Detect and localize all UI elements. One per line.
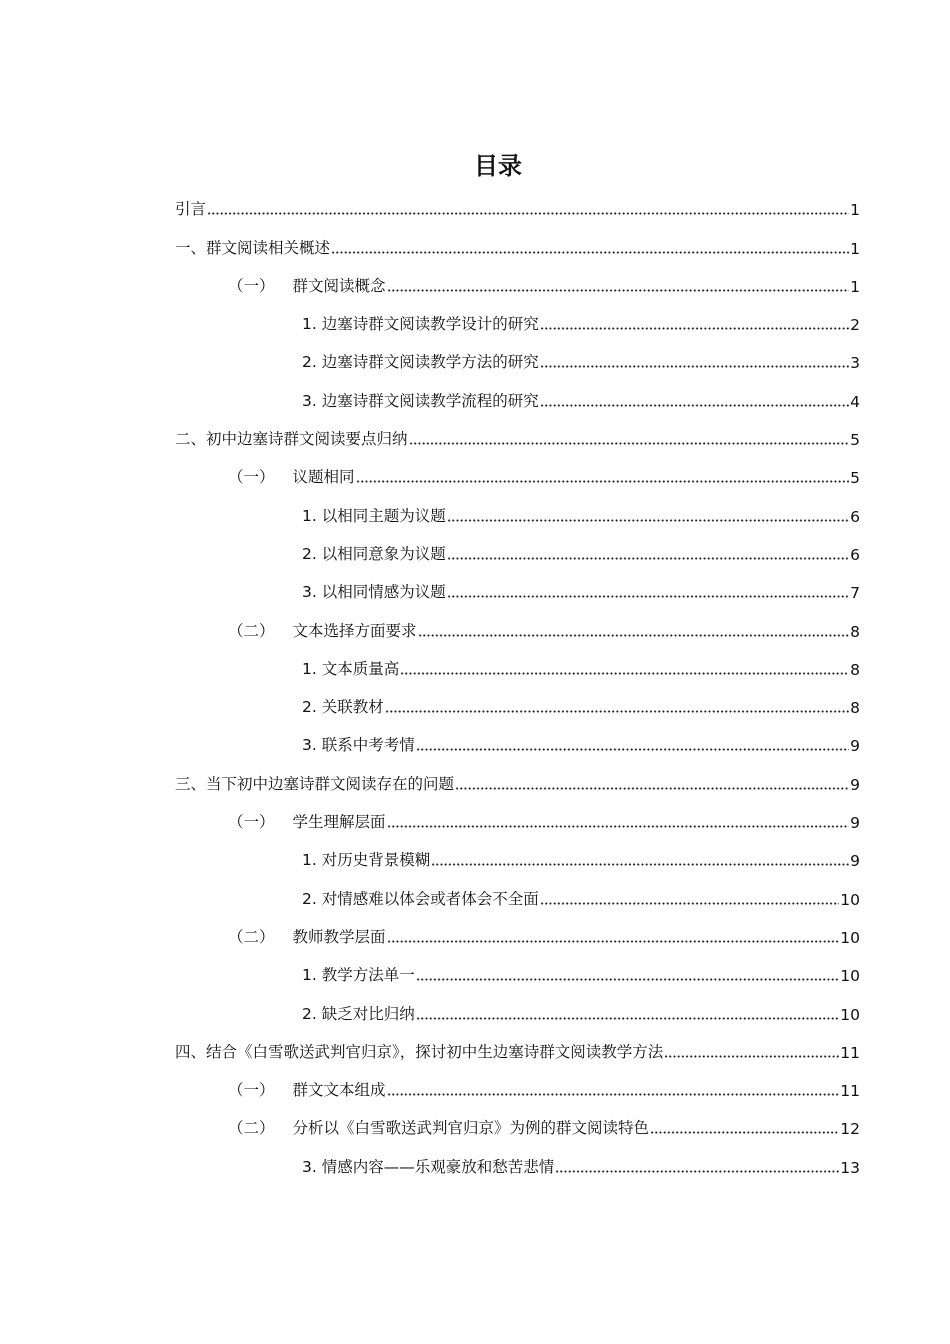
toc-entry-label: 1. 边塞诗群文阅读教学设计的研究 [302,315,539,334]
dot-leader [540,327,849,330]
toc-entry[interactable] [175,1102,860,1140]
dot-leader [409,442,850,445]
dot-leader [650,1131,839,1134]
toc-entry-number: （一） [228,276,275,295]
dot-leader [356,480,850,483]
toc-entry[interactable] [175,1064,860,1102]
toc-entry[interactable] [175,183,860,221]
toc-entry-label: 引言 [175,200,207,219]
toc-entry-label: 2. 关联教材 [302,698,384,717]
toc-entry-label: 3. 边塞诗群文阅读教学流程的研究 [302,391,539,410]
toc-entry-page: 5 [850,431,860,450]
toc-entry-label: 3. 联系中考考情 [302,736,415,755]
toc-entry-page: 10 [840,890,860,909]
toc-entry-label: 二、初中边塞诗群文阅读要点归纳 [175,430,408,449]
toc-entry[interactable] [175,681,860,719]
dot-leader [540,365,849,368]
toc-entry-page: 6 [850,507,860,526]
toc-entry-number: （二） [228,927,275,946]
toc-entry[interactable] [175,719,860,757]
toc-entry-page: 9 [850,814,860,833]
toc-entry-label: 分析以《白雪歌送武判官归京》为例的群文阅读特色 [292,1119,650,1138]
toc-entry[interactable] [175,489,860,527]
toc-entry-number: （二） [228,621,275,640]
toc-entry-label: 1. 对历史背景模糊 [302,851,431,870]
toc-entry[interactable] [175,1026,860,1064]
toc-entry-number: （一） [228,1081,275,1100]
toc-entry-page: 1 [850,277,860,296]
dot-leader [540,902,840,905]
toc-entry-label: 一、群文阅读相关概述 [175,238,331,257]
toc-entry-label: 议题相同 [292,468,355,487]
toc-entry-page: 11 [840,1043,860,1062]
dot-leader [400,672,849,675]
table-of-contents [175,183,860,1179]
dot-leader [431,863,849,866]
dot-leader [416,748,849,751]
toc-entry-label: 3. 以相同情感为议题 [302,583,446,602]
dot-leader [418,634,850,637]
toc-entry-page: 9 [850,852,860,871]
dot-leader [331,251,849,254]
dot-leader [385,710,849,713]
toc-entry-label: 文本选择方面要求 [292,621,417,640]
toc-entry-label: 四、结合《白雪歌送武判官归京》，探讨初中生边塞诗群文阅读教学方法 [175,1042,664,1061]
toc-entry-label: 教师教学层面 [292,927,386,946]
toc-entry-page: 1 [850,239,860,258]
toc-entry[interactable] [175,796,860,834]
dot-leader [387,289,850,292]
toc-entry-label: 1. 教学方法单一 [302,966,415,985]
toc-entry-number: （一） [228,468,275,487]
toc-entry[interactable] [175,1140,860,1178]
toc-entry[interactable] [175,872,860,910]
toc-entry-label: 群文文本组成 [292,1081,386,1100]
toc-entry-label: 2. 缺乏对比归纳 [302,1004,415,1023]
toc-entry-page: 8 [850,699,860,718]
toc-entry-page: 4 [850,392,860,411]
toc-entry[interactable] [175,298,860,336]
toc-entry-number: （一） [228,813,275,832]
toc-entry[interactable] [175,566,860,604]
dot-leader [387,940,840,943]
toc-entry-page: 10 [840,967,860,986]
toc-entry-label: 学生理解层面 [292,813,386,832]
toc-entry[interactable] [175,528,860,566]
toc-entry-label: 1. 以相同主题为议题 [302,506,446,525]
dot-leader [455,787,849,790]
toc-entry-page: 10 [840,1005,860,1024]
toc-entry[interactable] [175,911,860,949]
toc-entry[interactable] [175,260,860,298]
toc-entry[interactable] [175,221,860,259]
toc-entry[interactable] [175,949,860,987]
dot-leader [664,1055,839,1058]
toc-entry[interactable] [175,374,860,412]
toc-entry[interactable] [175,451,860,489]
toc-entry-page: 8 [850,622,860,641]
dot-leader [416,1017,840,1020]
toc-entry-page: 6 [850,545,860,564]
toc-entry-label: 三、当下初中边塞诗群文阅读存在的问题 [175,774,455,793]
dot-leader [447,519,849,522]
toc-entry[interactable] [175,643,860,681]
toc-title: 目录 [474,152,522,180]
dot-leader [387,1093,840,1096]
toc-entry-label: 2. 对情感难以体会或者体会不全面 [302,889,539,908]
dot-leader [387,825,850,828]
toc-entry-page: 10 [840,928,860,947]
toc-entry[interactable] [175,413,860,451]
dot-leader [207,212,849,215]
dot-leader [447,557,849,560]
toc-entry-page: 3 [850,354,860,373]
toc-entry-number: （二） [228,1119,275,1138]
toc-entry[interactable] [175,757,860,795]
toc-entry-page: 2 [850,316,860,335]
toc-entry-label: 2. 边塞诗群文阅读教学方法的研究 [302,353,539,372]
toc-entry[interactable] [175,604,860,642]
toc-entry-label: 1. 文本质量高 [302,659,400,678]
toc-entry-page: 9 [850,775,860,794]
toc-entry-page: 13 [840,1158,860,1177]
toc-entry[interactable] [175,834,860,872]
toc-entry[interactable] [175,987,860,1025]
toc-entry-page: 1 [850,201,860,220]
toc-entry-page: 7 [850,584,860,603]
toc-entry-page: 12 [840,1120,860,1139]
toc-entry-label: 2. 以相同意象为议题 [302,544,446,563]
toc-entry-page: 8 [850,660,860,679]
toc-entry-page: 9 [850,737,860,756]
toc-entry-page: 11 [840,1082,860,1101]
dot-leader [416,978,840,981]
dot-leader [555,1170,839,1173]
dot-leader [540,404,849,407]
toc-entry-label: 群文阅读概念 [292,276,386,295]
toc-entry-page: 5 [850,469,860,488]
toc-entry-label: 3. 情感内容——乐观豪放和愁苦悲情 [302,1157,555,1176]
toc-entry[interactable] [175,336,860,374]
dot-leader [447,595,849,598]
